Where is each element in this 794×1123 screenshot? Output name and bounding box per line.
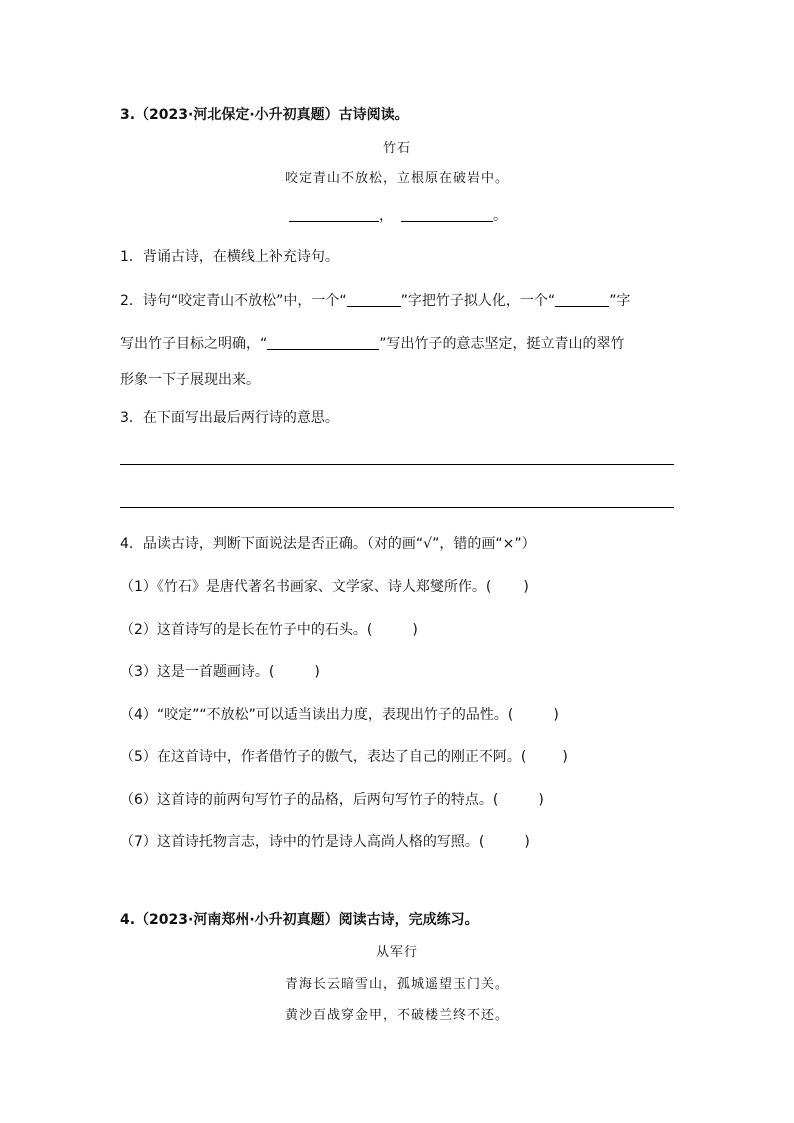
judgment-item [120, 661, 320, 681]
answer-blank[interactable] [267, 335, 379, 350]
judgment-text: （3）这是一首题画诗。( [120, 664, 275, 680]
question-3-heading: 3.（2023·河北保定·小升初真题）古诗阅读。 [120, 107, 409, 123]
paren: ) [553, 707, 559, 723]
judgment-item [120, 789, 544, 809]
judgment-text: （2）这首诗写的是长在竹子中的石头。( [120, 622, 373, 638]
text: ”字把竹子拟人化，一个“ [400, 293, 556, 309]
fill-blank-poem-lines [289, 205, 507, 225]
text: ”字 [609, 293, 631, 309]
judgment-item [120, 831, 530, 851]
paren: ) [562, 749, 568, 765]
judgment-text: （6）这首诗的前两句写竹子的品格，后两句写竹子的特点。( [120, 792, 499, 808]
sub-question-2-line-2 [120, 333, 625, 353]
poem-title: 竹石 [382, 141, 411, 156]
punctuation: ， [379, 208, 393, 224]
judgment-text: （7）这首诗托物言志，诗中的竹是诗人高尚人格的写照。( [120, 834, 485, 850]
punctuation: 。 [493, 208, 507, 224]
answer-blank[interactable] [347, 292, 401, 307]
text: ”写出竹子的意志坚定，挺立青山的翠竹 [379, 336, 625, 352]
poem-title: 从军行 [375, 945, 418, 960]
judgment-text: （4）“咬定”“不放松”可以适当读出力度，表现出竹子的品性。( [120, 707, 514, 723]
judgment-text: （1）《竹石》是唐代著名书画家、文学家、诗人郑燮所作。( [120, 579, 492, 595]
paren: ) [524, 834, 530, 850]
answer-blank[interactable] [401, 207, 493, 222]
paren: ) [314, 664, 320, 680]
poem-line: 咬定青山不放松，立根原在破岩中。 [284, 171, 509, 186]
sub-question-4: 4．品读古诗，判断下面说法是否正确。（对的画“√”，错的画“×”） [120, 536, 536, 552]
question-4-heading: 4.（2023·河南郑州·小升初真题）阅读古诗，完成练习。 [120, 912, 479, 928]
sub-question-2-line-3: 形象一下子展现出来。 [120, 372, 260, 388]
poem-line: 青海长云暗雪山，孤城遥望玉门关。 [284, 977, 509, 992]
sub-question-3: 3．在下面写出最后两行诗的意思。 [120, 410, 339, 426]
text: 2．诗句“咬定青山不放松”中，一个“ [120, 293, 347, 309]
sub-question-2 [120, 290, 630, 310]
answer-line[interactable] [120, 464, 674, 465]
answer-blank[interactable] [289, 207, 379, 222]
poem-line: 黄沙百战穿金甲，不破楼兰终不还。 [284, 1008, 509, 1023]
sub-question-1: 1．背诵古诗，在横线上补充诗句。 [120, 249, 339, 265]
judgment-item [120, 746, 568, 766]
judgment-item [120, 619, 418, 639]
judgment-item [120, 576, 529, 596]
paren: ) [412, 622, 418, 638]
paren: ) [523, 579, 529, 595]
paren: ) [538, 792, 544, 808]
judgment-text: （5）在这首诗中，作者借竹子的傲气，表达了自己的刚正不阿。( [120, 749, 527, 765]
text: 写出竹子目标之明确，“ [120, 336, 268, 352]
judgment-item [120, 704, 559, 724]
answer-line[interactable] [120, 507, 674, 508]
answer-blank[interactable] [555, 292, 609, 307]
